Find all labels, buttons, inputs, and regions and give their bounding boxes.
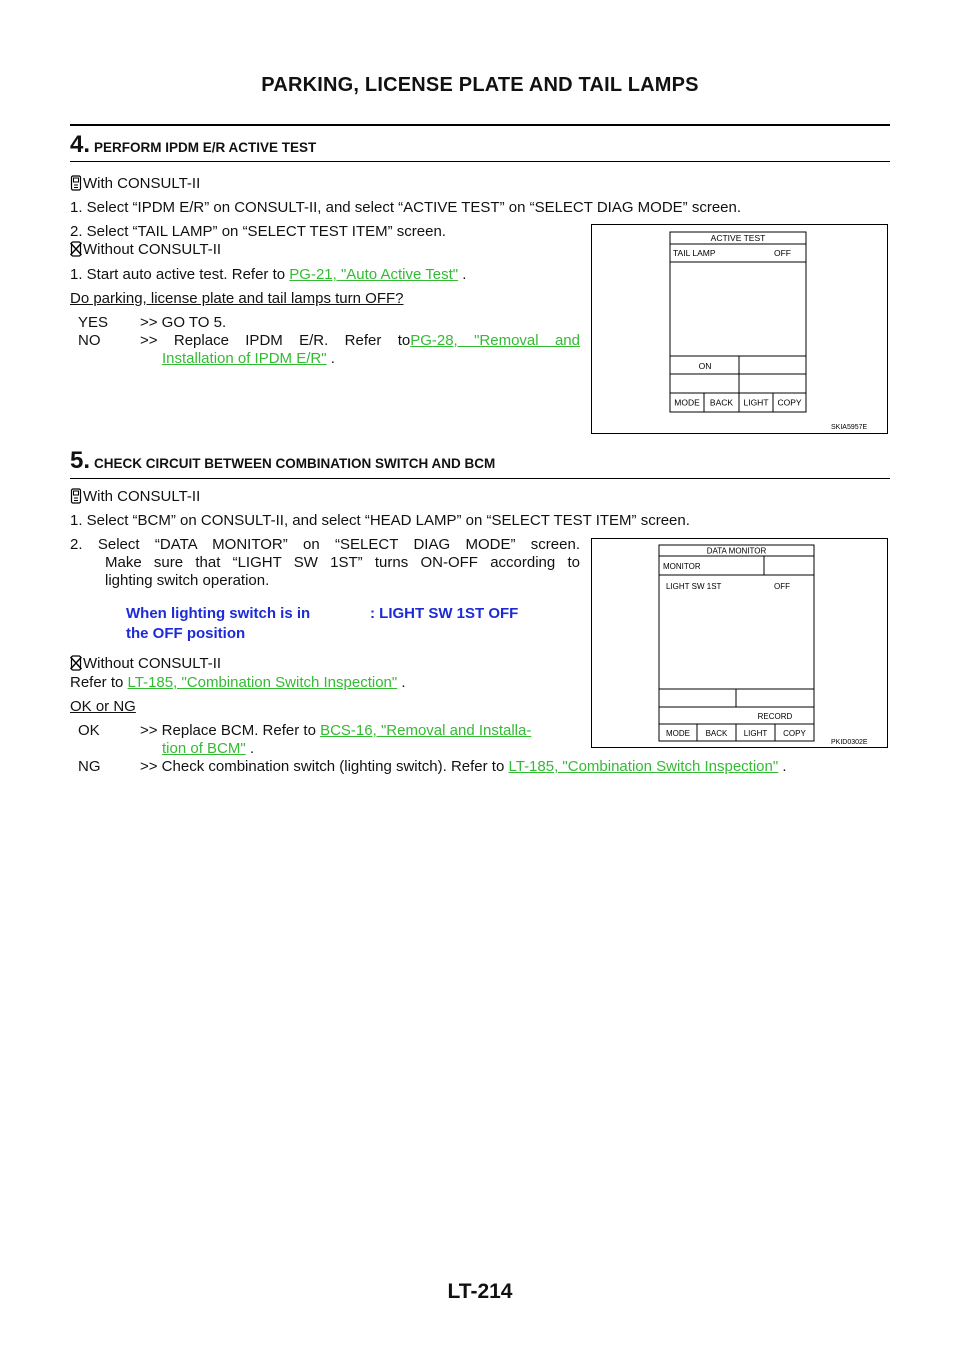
step4-with-2: 2. Select “TAIL LAMP” on “SELECT TEST ITEM” screen. xyxy=(70,223,446,240)
link-bcs-16[interactable]: BCS-16, "Removal and Installa- xyxy=(320,722,532,739)
screen-value: OFF xyxy=(774,248,791,258)
copy-button[interactable]: COPY xyxy=(783,729,806,738)
no-label: NO xyxy=(78,332,101,349)
ok-label: OK xyxy=(78,722,100,739)
step5-with-1: 1. Select “BCM” on CONSULT-II, and select “HEAD LAMP” on “SELECT TEST ITEM” screen. xyxy=(70,512,690,529)
text: . xyxy=(326,350,335,367)
yes-label: YES xyxy=(78,314,109,331)
yes-text: >> GO TO 5. xyxy=(140,314,227,331)
consult-icon xyxy=(70,175,82,191)
text: Refer to xyxy=(70,674,128,691)
text: . xyxy=(245,740,255,757)
link-lt-185-ng[interactable]: LT-185, "Combination Switch Inspection" xyxy=(508,758,779,775)
with-consult-line xyxy=(70,488,200,505)
no-text xyxy=(140,332,580,349)
step5-refer xyxy=(70,674,406,691)
link-lt-185[interactable]: LT-185, "Combination Switch Inspection" xyxy=(127,674,398,691)
ok-text-cont xyxy=(162,740,254,757)
screen-value: OFF xyxy=(774,582,790,591)
step-4-heading xyxy=(70,131,316,159)
without-consult-label: Without CONSULT-II xyxy=(83,655,222,672)
step4-question: Do parking, license plate and tail lamps turn OFF? xyxy=(70,290,404,307)
condition-value: : LIGHT SW 1ST OFF xyxy=(370,605,519,622)
link-pg-21[interactable]: PG-21, "Auto Active Test" xyxy=(289,266,459,283)
text: . xyxy=(778,758,787,775)
mode-button[interactable]: MODE xyxy=(666,729,690,738)
condition-label-1: When lighting switch is in xyxy=(126,605,311,622)
step5-with-2b: Make sure that “LIGHT SW 1ST” turns ON-OFF according to xyxy=(105,554,580,571)
no-text-cont xyxy=(162,350,335,367)
active-test-screen-figure xyxy=(591,224,888,434)
data-monitor-screen xyxy=(592,539,887,747)
step-title: CHECK CIRCUIT BETWEEN COMBINATION SWITCH AND BCM xyxy=(94,456,496,471)
without-consult-line xyxy=(70,655,221,672)
step4-with-1: 1. Select “IPDM E/R” on CONSULT-II, and select “ACTIVE TEST” on “SELECT DIAG MODE” screen. xyxy=(70,199,742,216)
mode-button[interactable]: MODE xyxy=(674,397,700,408)
consult-icon xyxy=(70,488,82,504)
step-number: 5. xyxy=(70,447,91,474)
monitor-label: MONITOR xyxy=(663,562,701,571)
ok-text xyxy=(140,722,531,739)
text: . xyxy=(458,266,467,283)
link-bcs-16-cont[interactable]: tion of BCM" xyxy=(162,740,246,757)
screen-title: ACTIVE TEST xyxy=(710,233,766,243)
page-number: LT-214 xyxy=(447,1280,513,1303)
record-button[interactable]: RECORD xyxy=(757,712,793,721)
step-rule xyxy=(70,161,890,162)
text: >> Replace IPDM E/R. Refer to xyxy=(140,332,411,349)
copy-button[interactable]: COPY xyxy=(777,397,802,408)
step4-without-1 xyxy=(70,266,466,283)
condition-label-2: the OFF position xyxy=(126,625,246,642)
with-consult-label: With CONSULT-II xyxy=(83,488,201,505)
page-title: PARKING, LICENSE PLATE AND TAIL LAMPS xyxy=(261,74,699,96)
step-number: 4. xyxy=(70,131,91,158)
no-consult-icon xyxy=(70,241,82,257)
figure-code: PKID0302E xyxy=(831,739,868,746)
light-button[interactable]: LIGHT xyxy=(743,729,768,738)
figure-code: SKIA5957E xyxy=(831,424,868,431)
active-test-screen xyxy=(592,225,887,433)
light-button[interactable]: LIGHT xyxy=(743,397,769,408)
screen-title: DATA MONITOR xyxy=(706,546,767,556)
step-rule xyxy=(70,478,890,479)
data-monitor-screen-figure xyxy=(591,538,888,748)
back-button[interactable]: BACK xyxy=(705,729,728,738)
text: >> Replace BCM. Refer to xyxy=(140,722,321,739)
on-button[interactable]: ON xyxy=(698,361,712,371)
no-consult-icon xyxy=(70,655,82,671)
step5-with-2: 2. Select “DATA MONITOR” on “SELECT DIAG MODE” screen. xyxy=(70,536,580,553)
ng-text xyxy=(140,758,787,775)
header-rule xyxy=(70,124,890,126)
screen-item: TAIL LAMP xyxy=(673,248,716,258)
text: . xyxy=(397,674,406,691)
step5-with-2c: lighting switch operation. xyxy=(105,572,270,589)
step-5-heading xyxy=(70,447,495,475)
with-consult-line xyxy=(70,175,200,192)
with-consult-label: With CONSULT-II xyxy=(83,175,201,192)
without-consult-line xyxy=(70,241,221,258)
ng-label: NG xyxy=(78,758,101,775)
step-title: PERFORM IPDM E/R ACTIVE TEST xyxy=(94,140,317,155)
text: >> Check combination switch (lighting switch). Refer to xyxy=(140,758,509,775)
link-pg-28[interactable]: PG-28, "Removal and xyxy=(410,332,580,349)
link-pg-28-cont[interactable]: Installation of IPDM E/R" xyxy=(162,350,327,367)
screen-item: LIGHT SW 1ST xyxy=(666,582,722,591)
step5-question: OK or NG xyxy=(70,698,136,715)
without-consult-label: Without CONSULT-II xyxy=(83,241,222,258)
back-button[interactable]: BACK xyxy=(709,397,734,408)
text: 1. Start auto active test. Refer to xyxy=(70,266,290,283)
